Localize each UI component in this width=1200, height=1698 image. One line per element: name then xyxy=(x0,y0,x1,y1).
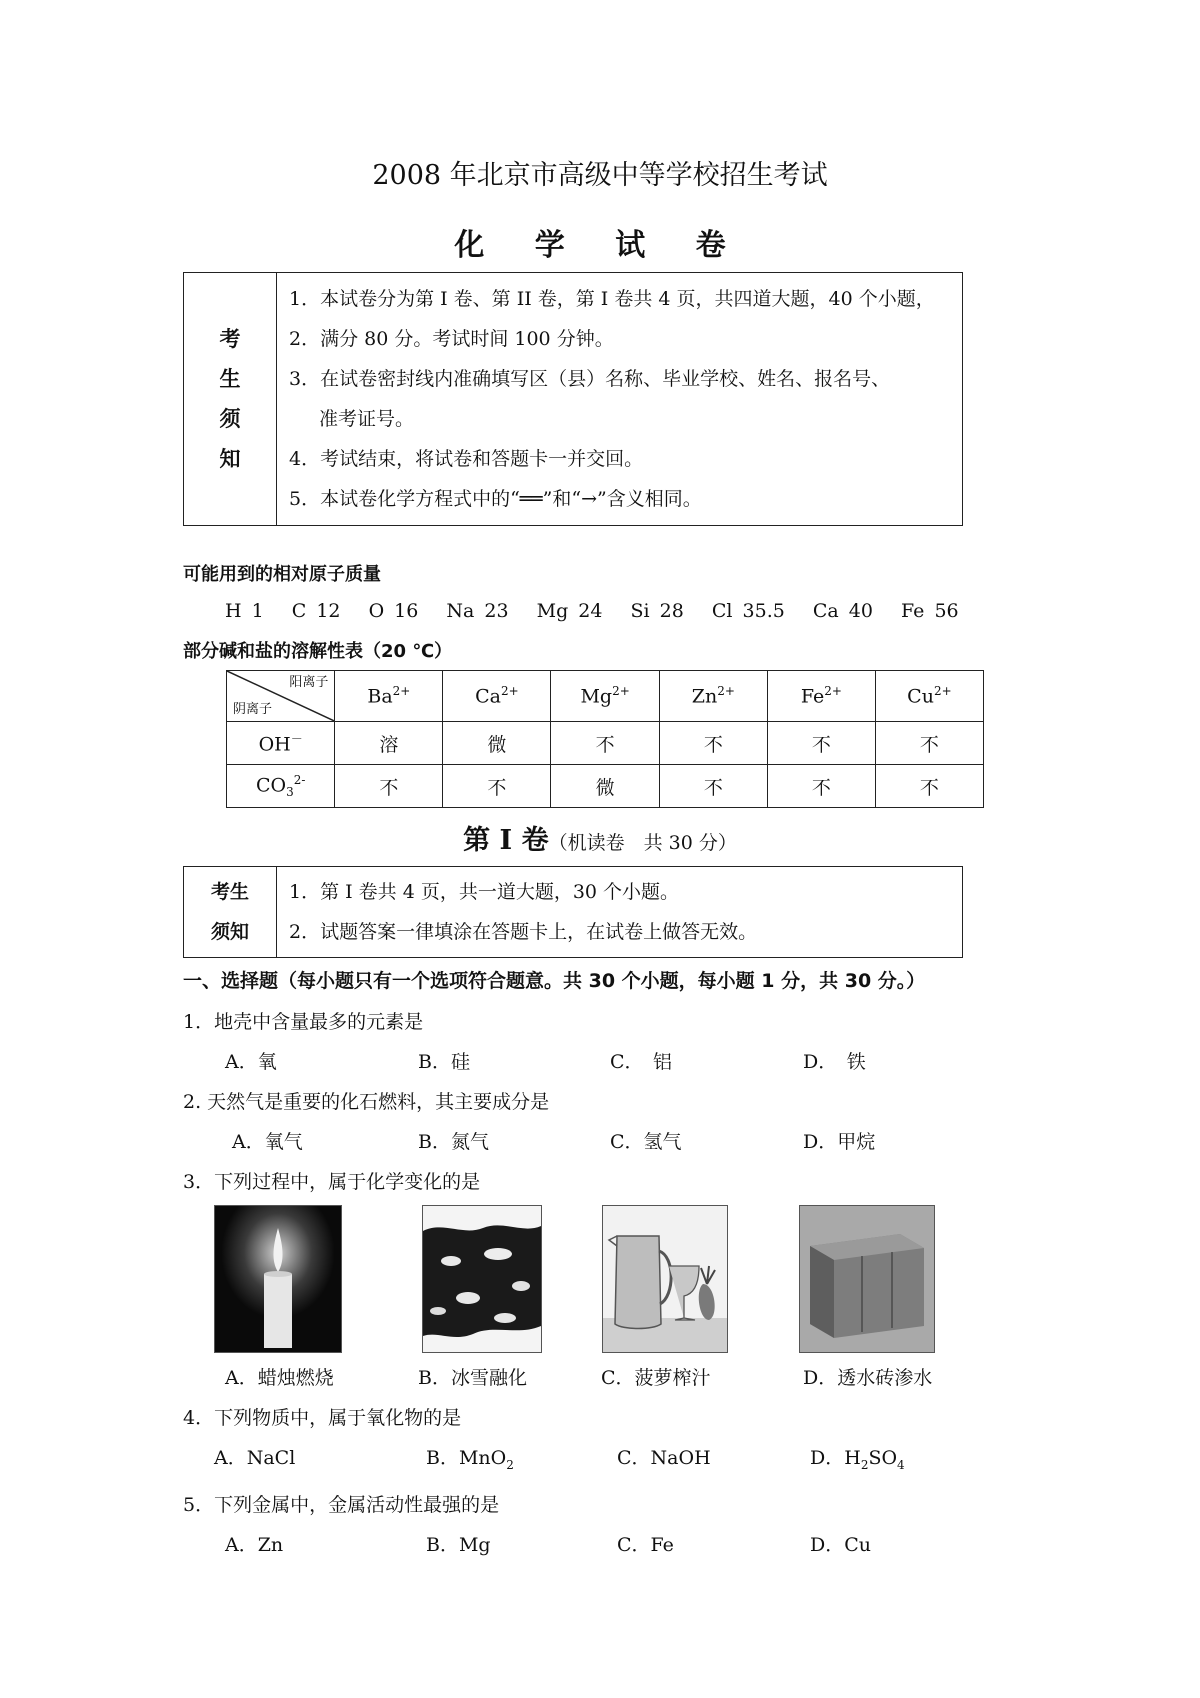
question-option: B．MnO$_2$ xyxy=(426,1447,514,1472)
atomic-mass-value: O 16 xyxy=(368,600,419,622)
notice-item-continued: 准考证号。 xyxy=(319,408,415,430)
corner-label-cation: 阳离子 xyxy=(289,675,329,690)
atomic-mass-value: Na 23 xyxy=(446,600,509,622)
question-option: C．NaOH xyxy=(617,1447,711,1469)
notice-item: 1．第 I 卷共 4 页，共一道大题，30 个小题。 xyxy=(289,881,680,903)
part-header: 一、选择题（每小题只有一个选项符合题意。共 30 个小题，每小题 1 分，共 30 分。） xyxy=(183,970,926,992)
notice-items xyxy=(277,273,963,526)
candle-burning-image xyxy=(214,1205,342,1353)
notice-box-part1 xyxy=(183,866,963,958)
atomic-mass-value: C 12 xyxy=(291,600,341,622)
solubility-cell: 不 xyxy=(875,722,983,765)
atomic-mass-value: Cl 35.5 xyxy=(711,600,785,622)
atomic-mass-value: Ca 40 xyxy=(812,600,873,622)
solubility-cell: 不 xyxy=(875,765,983,808)
notice-item: 3．在试卷密封线内准确填写区（县）名称、毕业学校、姓名、报名号、 xyxy=(289,368,891,390)
question-option: B．硅 xyxy=(418,1051,470,1073)
solubility-cell: 不 xyxy=(659,765,767,808)
question-stem: 3．下列过程中，属于化学变化的是 xyxy=(183,1171,481,1193)
question-option: C．Fe xyxy=(617,1534,674,1556)
exam-subtitle: 化 学 试 卷 xyxy=(454,228,746,263)
cation-header: $Mg^{2+}$ xyxy=(551,671,659,722)
question-option: B．氮气 xyxy=(418,1131,489,1153)
atomic-mass-heading: 可能用到的相对原子质量 xyxy=(183,564,381,585)
cation-header: $Zn^{2+}$ xyxy=(659,671,767,722)
notice-item: 2．试题答案一律填涂在答题卡上，在试卷上做答无效。 xyxy=(289,921,758,943)
cation-header: $Cu^{2+}$ xyxy=(875,671,983,722)
notice-item: 4．考试结束，将试卷和答题卡一并交回。 xyxy=(289,448,644,470)
notice-item: 5．本试卷化学方程式中的“══”和“→”含义相同。 xyxy=(289,488,702,510)
section-title xyxy=(0,818,1200,857)
solubility-cell: 不 xyxy=(551,722,659,765)
corner-label-anion: 阴离子 xyxy=(233,702,273,717)
question-stem: 2. 天然气是重要的化石燃料，其主要成分是 xyxy=(183,1091,550,1113)
question-option: D．透水砖渗水 xyxy=(803,1367,933,1389)
question-option: C． 铝 xyxy=(610,1051,673,1073)
solubility-cell: 不 xyxy=(767,722,875,765)
table-corner-cell xyxy=(227,671,335,722)
cation-header: $Ca^{2+}$ xyxy=(443,671,551,722)
notice-side-line: 考生 xyxy=(210,881,249,903)
notice-box-general xyxy=(183,272,963,526)
solubility-cell: 微 xyxy=(551,765,659,808)
atomic-mass-list xyxy=(225,600,977,622)
solubility-cell: 溶 xyxy=(335,722,443,765)
notice-side-label xyxy=(184,273,277,526)
section-title-note: （机读卷 共 30 分） xyxy=(548,832,737,854)
table-row xyxy=(227,765,984,808)
question-stem: 1．地壳中含量最多的元素是 xyxy=(183,1011,424,1033)
question-stem: 4．下列物质中，属于氧化物的是 xyxy=(183,1407,462,1429)
question-option: B．Mg xyxy=(426,1534,491,1556)
question-option: C．氢气 xyxy=(610,1131,682,1153)
notice-side-label xyxy=(184,867,277,958)
question-option: C．菠萝榨汁 xyxy=(601,1367,711,1389)
solubility-cell: 不 xyxy=(767,765,875,808)
melting-snow-image xyxy=(422,1205,542,1353)
atomic-mass-value: Fe 56 xyxy=(901,600,959,622)
question-option: D．$H_2SO_4$ xyxy=(810,1447,905,1472)
notice-side-char: 考 xyxy=(219,326,241,351)
question-option: A．Zn xyxy=(225,1534,284,1556)
table-row xyxy=(227,722,984,765)
question-option: A．NaCl xyxy=(214,1447,296,1469)
cation-header: $Fe^{2+}$ xyxy=(767,671,875,722)
notice-side-char: 须 xyxy=(219,406,241,431)
solubility-table xyxy=(226,670,984,808)
notice-side-line: 须知 xyxy=(210,921,249,943)
question-option: B．冰雪融化 xyxy=(418,1367,527,1389)
notice-side-char: 生 xyxy=(219,366,241,391)
section-title-main: 第 I 卷 xyxy=(463,825,549,856)
solubility-cell: 不 xyxy=(335,765,443,808)
anion-header: $CO_3^{2-}$ xyxy=(227,765,335,808)
question-option: D．Cu xyxy=(810,1534,872,1556)
question-option: A．氧 xyxy=(225,1051,277,1073)
anion-header: OH－ xyxy=(227,722,335,765)
notice-items xyxy=(277,867,963,958)
question-option: D． 铁 xyxy=(803,1051,866,1073)
exam-title: 2008 年北京市高级中等学校招生考试 xyxy=(372,160,828,191)
notice-item: 2．满分 80 分。考试时间 100 分钟。 xyxy=(289,328,614,350)
atomic-mass-value: Mg 24 xyxy=(536,600,603,622)
solubility-heading: 部分碱和盐的溶解性表（20 ℃） xyxy=(183,641,453,662)
atomic-mass-value: Si 28 xyxy=(630,600,684,622)
cation-header: $Ba^{2+}$ xyxy=(335,671,443,722)
solubility-cell: 不 xyxy=(659,722,767,765)
question-option: A．氧气 xyxy=(232,1131,303,1153)
question-option: D．甲烷 xyxy=(803,1131,876,1153)
notice-side-char: 知 xyxy=(219,446,241,471)
pineapple-juice-image xyxy=(602,1205,728,1353)
question-stem: 5．下列金属中，金属活动性最强的是 xyxy=(183,1494,500,1516)
atomic-mass-value: H 1 xyxy=(225,600,264,622)
solubility-cell: 微 xyxy=(443,722,551,765)
notice-item: 1．本试卷分为第 I 卷、第 II 卷，第 I 卷共 4 页，共四道大题，40 个小题， xyxy=(289,288,935,310)
permeable-brick-image xyxy=(799,1205,935,1353)
solubility-cell: 不 xyxy=(443,765,551,808)
question-option: A．蜡烛燃烧 xyxy=(225,1367,334,1389)
